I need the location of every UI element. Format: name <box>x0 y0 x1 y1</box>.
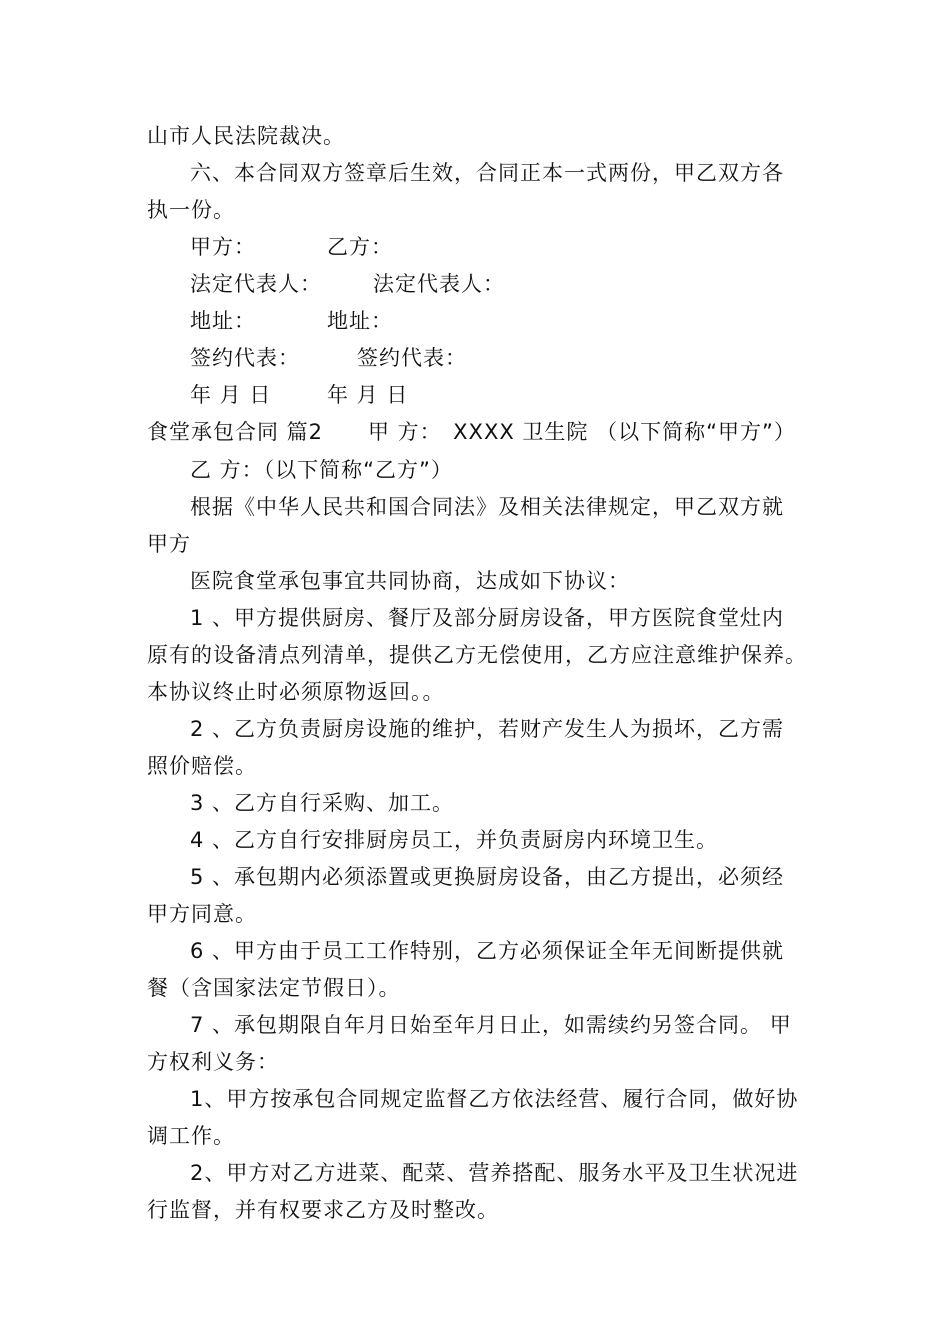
rep-a-label: 法定代表人： <box>190 272 322 296</box>
text-line: 甲方 <box>147 532 191 556</box>
text-line: 行监督，并有权要求乙方及时整改。 <box>147 1198 499 1222</box>
party-b-line: 乙 方：（以下简称“乙方”） <box>190 458 453 482</box>
text-line: 原有的设备清点列清单，提供乙方无偿使用，乙方应注意维护保养。 <box>147 643 807 667</box>
party-a-line: 甲 方： XXXX 卫生院 （以下简称“甲方”） <box>368 420 796 444</box>
text-line: 执一份。 <box>147 198 235 222</box>
date-b-label: 年 月 日 <box>327 383 409 407</box>
text-line: 照价赔偿。 <box>147 754 257 778</box>
text-line: 餐（含国家法定节假日）。 <box>147 976 401 1000</box>
text-line: 根据《中华人民共和国合同法》及相关法律规定，甲乙双方就 <box>190 495 784 519</box>
party-b-label: 乙方： <box>327 235 393 259</box>
text-line: 调工作。 <box>147 1124 235 1148</box>
text-line: 7 、承包期限自年月日始至年月日止，如需续约另签合同。 甲 <box>190 1013 792 1037</box>
text-line: 1、甲方按承包合同规定监督乙方依法经营、履行合同，做好协 <box>190 1087 799 1111</box>
text-line: 山市人民法院裁决。 <box>147 124 345 148</box>
text-line: 方权利义务： <box>147 1050 279 1074</box>
text-line: 医院食堂承包事宜共同协商，达成如下协议： <box>190 569 630 593</box>
text-line: 6 、甲方由于员工工作特别，乙方必须保证全年无间断提供就 <box>190 939 785 963</box>
text-line: 1 、甲方提供厨房、餐厅及部分厨房设备，甲方医院食堂灶内 <box>190 606 785 630</box>
address-a-label: 地址： <box>190 309 256 333</box>
address-b-label: 地址： <box>327 309 393 333</box>
text-line: 4 、乙方自行安排厨房员工，并负责厨房内环境卫生。 <box>190 828 719 852</box>
text-line: 2 、乙方负责厨房设施的维护，若财产发生人为损坏，乙方需 <box>190 717 785 741</box>
text-line: 5 、承包期内必须添置或更换厨房设备，由乙方提出，必须经 <box>190 865 785 889</box>
rep-b-label: 法定代表人： <box>373 272 505 296</box>
section-title: 食堂承包合同 篇2 <box>147 420 324 444</box>
signer-b-label: 签约代表： <box>357 346 467 370</box>
text-line: 六、本合同双方签章后生效，合同正本一式两份，甲乙双方各 <box>190 161 784 185</box>
text-line: 3 、乙方自行采购、加工。 <box>190 791 455 815</box>
text-line: 2、甲方对乙方进菜、配菜、营养搭配、服务水平及卫生状况进 <box>190 1161 799 1185</box>
date-a-label: 年 月 日 <box>190 383 272 407</box>
text-line: 本协议终止时必须原物返回。。 <box>147 680 445 704</box>
party-a-label: 甲方： <box>190 235 256 259</box>
text-line: 甲方同意。 <box>147 902 257 926</box>
signer-a-label: 签约代表： <box>190 346 300 370</box>
